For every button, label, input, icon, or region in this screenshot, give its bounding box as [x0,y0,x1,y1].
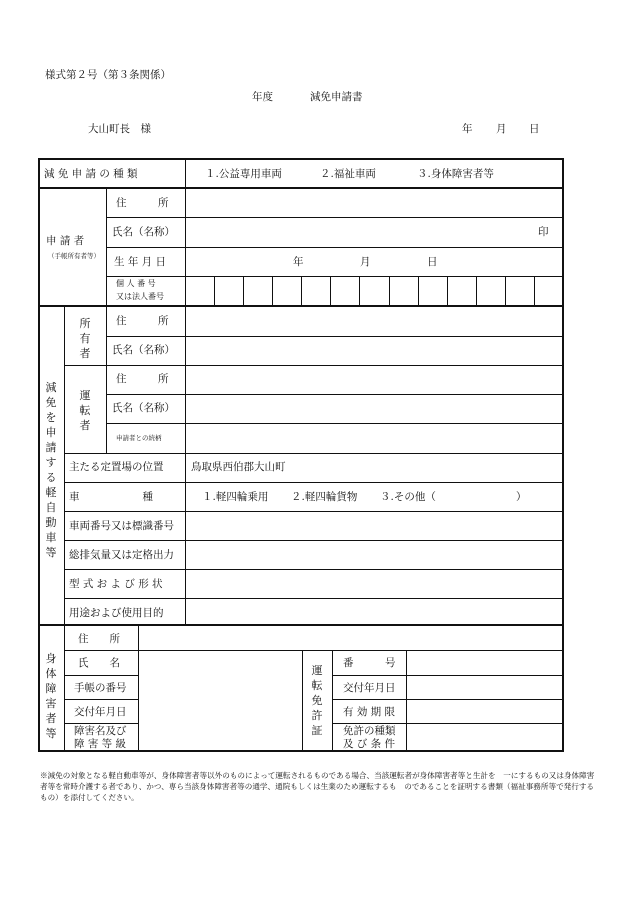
driver-name-label: 氏名（名称） [112,402,175,414]
vehicle-type-option-1: １.軽四輪乗用 [202,491,269,503]
divider [64,306,65,624]
divider [65,453,563,454]
disability-label-line2: 障 害 等 級 [74,738,127,750]
personal-number-digit-cell[interactable] [360,277,388,305]
applicant-address-label: 住 所 [116,197,169,209]
applicant-birthdate-label: 生 年 月 日 [114,256,167,268]
date-day-label: 日 [529,123,540,135]
divider [302,651,303,751]
displacement-label: 総排気量又は定格出力 [69,549,174,561]
vehicle-type-option-3: ３.その他（ [380,491,436,503]
driver-relation-label: 申請者との続柄 [116,434,162,442]
personal-number-digit-cell[interactable] [244,277,272,305]
personal-number-digit-cell[interactable] [331,277,359,305]
divider [65,699,139,700]
form-border-left [38,158,40,752]
model-shape-field[interactable] [186,570,562,598]
owner-address-label: 住 所 [116,315,169,327]
reduction-type-option-2: ２.福祉車両 [320,168,376,180]
birth-month-label: 月 [360,256,371,268]
form-border-top [38,158,564,160]
disabled-name-label: 氏 名 [78,657,120,669]
vehicle-type-option-2: ２.軽四輪貨物 [291,491,358,503]
divider [332,651,333,751]
divider [106,306,107,454]
license-issue-date-label: 交付年月日 [343,682,396,694]
personal-number-digit-cell[interactable] [302,277,330,305]
personal-number-label-line1: 個 人 番 号 [116,279,156,288]
disability-label-line1: 障害名及び [74,725,127,737]
birth-year-label: 年 [293,256,304,268]
reduction-type-option-1: １.公益専用車両 [205,168,282,180]
personal-number-digit-cell[interactable] [535,277,563,305]
applicant-group-sublabel: （手帳所有者等） [48,252,100,260]
owner-label: 所有者 [79,317,91,360]
divider [64,626,65,751]
application-form [38,158,564,752]
fiscal-year-label: 年度 [252,91,273,103]
digit-cell-divider [447,277,448,305]
digit-cell-divider [505,277,506,305]
addressee: 大山町長 様 [88,123,151,135]
birth-day-label: 日 [427,256,438,268]
driver-relation-field[interactable] [186,424,562,453]
license-kind-label-line1: 免許の種類 [343,725,396,737]
personal-number-digit-cell[interactable] [273,277,301,305]
disabled-issue-date-field[interactable] [139,700,302,723]
applicant-name-label: 氏名（名称） [112,226,175,238]
driver-label: 運転者 [79,389,91,432]
reduction-type-label: 減 免 申 請 の 種 類 [44,168,138,180]
personal-number-digit-cell[interactable] [419,277,447,305]
personal-number-digit-cell[interactable] [215,277,243,305]
disabled-address-field[interactable] [139,626,562,650]
vehicle-type-label: 車 種 [69,491,153,503]
owner-address-field[interactable] [186,307,562,335]
license-number-field[interactable] [407,651,562,675]
applicant-address-field[interactable] [186,189,562,217]
divider [333,723,563,724]
date-year-label: 年 [462,123,473,135]
driver-address-label: 住 所 [116,373,169,385]
disabled-issue-date-label: 交付年月日 [74,706,127,718]
disabled-group-label: 身体障害者等 [45,652,57,740]
digit-cell-divider [359,277,360,305]
form-border-bottom [38,750,564,752]
divider [185,158,186,187]
digit-cell-divider [272,277,273,305]
digit-cell-divider [330,277,331,305]
disabled-address-label: 住 所 [78,633,120,645]
digit-cell-divider [301,277,302,305]
license-valid-field[interactable] [407,700,562,723]
handbook-number-field[interactable] [139,676,302,699]
plate-number-label: 車両番号又は標識番号 [69,520,174,532]
vehicle-type-option-3-close: ） [516,491,527,503]
vehicle-group-label: 減免を申請する軽自動車等 [45,381,57,559]
personal-number-label-line2: 又は法人番号 [116,292,164,301]
personal-number-digit-cell[interactable] [506,277,534,305]
footnote: ※減免の対象となる軽自動車等が、身体障害者等以外のものによって運転されるものである場合、当該運転者が身体障害者等と生計を 一にするもの又は身体障害者等を常時介護する者であり、かつ、専ら当該身体障害者等の通学、通院もしくは生業のため運転するも のであることを証明する書類（福祉事務所等で発行するもの）を添付してください。 [40,771,595,802]
displacement-field[interactable] [186,541,562,569]
storage-location-label: 主たる定置場の位置 [69,461,164,473]
reduction-type-option-3: ３.身体障害者等 [417,168,494,180]
form-number: 様式第２号（第３条関係） [45,69,171,81]
divider [65,482,563,483]
handbook-number-label: 手帳の番号 [74,682,127,694]
usage-purpose-label: 用途および使用目的 [69,607,164,619]
digit-cell-divider [243,277,244,305]
disability-field[interactable] [139,724,302,750]
personal-number-digit-cell[interactable] [477,277,505,305]
applicant-birthdate-field[interactable] [186,248,562,276]
document-title: 減免申請書 [310,91,363,103]
model-shape-label: 型 式 お よ び 形 状 [69,578,163,590]
date-month-label: 月 [496,123,507,135]
digit-cell-divider [476,277,477,305]
license-number-label: 番 号 [343,657,396,669]
digit-cell-divider [418,277,419,305]
owner-name-label: 氏名（名称） [112,344,175,356]
applicant-group-label: 申 請 者 [46,235,85,247]
license-valid-label: 有 効 期 限 [343,706,396,718]
driver-address-field[interactable] [186,366,562,394]
plate-number-field[interactable] [186,512,562,540]
digit-cell-divider [534,277,535,305]
storage-location-value[interactable]: 鳥取県西伯郡大山町 [191,461,286,473]
divider [65,675,139,676]
license-issue-date-field[interactable] [407,676,562,699]
usage-purpose-field[interactable] [186,599,562,624]
personal-number-digit-cell[interactable] [186,277,214,305]
personal-number-digit-cell[interactable] [448,277,476,305]
disabled-name-field[interactable] [139,651,302,675]
applicant-name-field[interactable] [186,218,562,246]
seal-mark: 印 [538,226,549,238]
driver-name-field[interactable] [186,395,562,423]
license-label: 運転免許証 [311,664,323,737]
digit-cell-divider [214,277,215,305]
license-kind-label-line2: 及 び 条 件 [343,738,396,750]
owner-name-field[interactable] [186,337,562,365]
personal-number-digit-cell[interactable] [390,277,418,305]
divider [65,723,139,724]
digit-cell-divider [389,277,390,305]
